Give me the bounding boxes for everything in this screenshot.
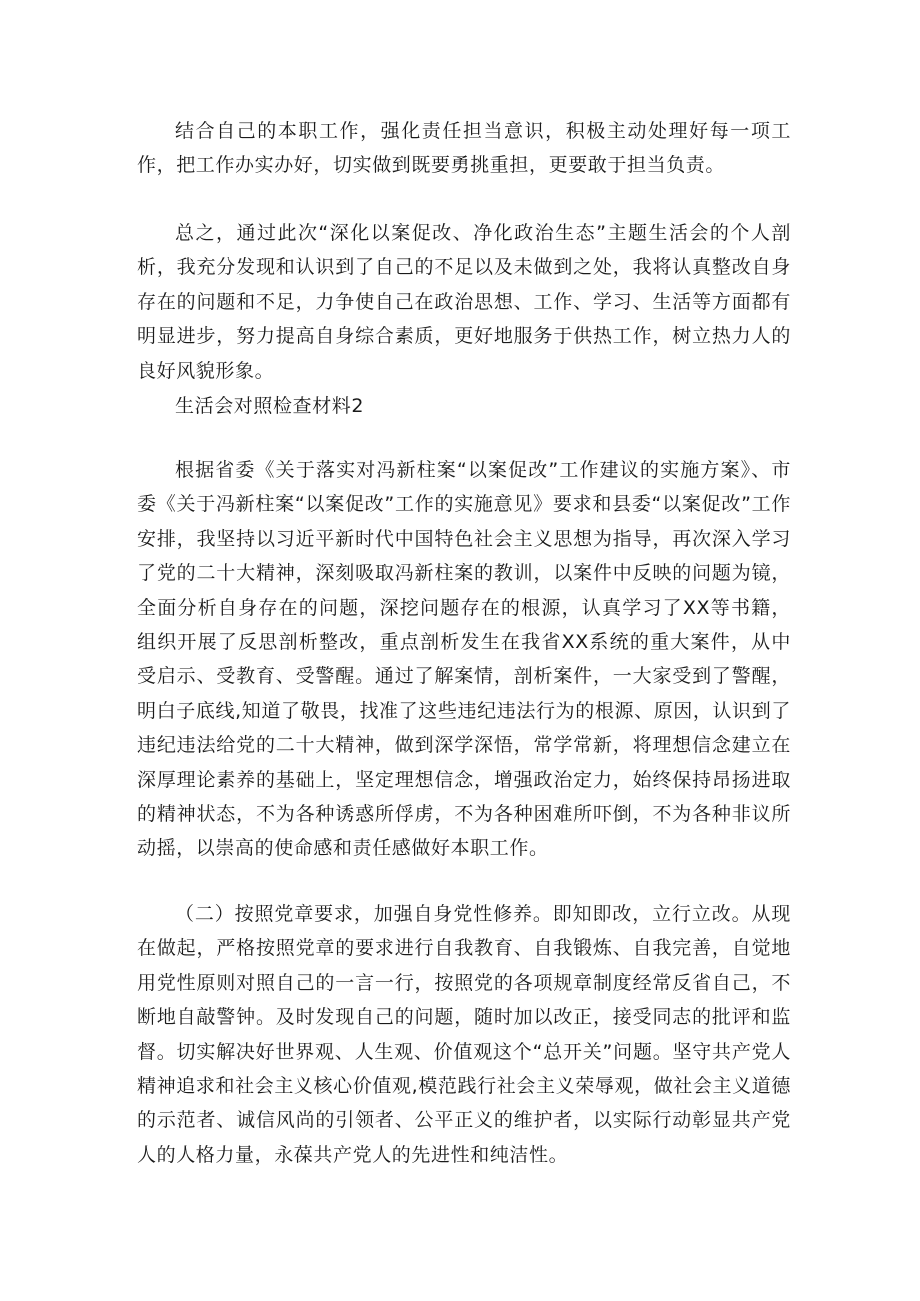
paragraph-party-discipline: （二）按照党章要求，加强自身党性修养。即知即改，立行立改。从现在做起，严格按照党章的要求进行自我教育、自我锻炼、自我完善，自觉地用党性原则对照自己的一言一行，按照党的各项规章制度经常反省自己，不断地自敲警钟。及时发现自己的问题，随时加以改正，接受同志的批评和监督。切实解决好世界观、人生观、价值观这个“总开关”问题。坚守共产党人精神追求和社会主义核心价值观,模范践行社会主义荣辱观，做社会主义道德的示范者、诚信风尚的引领者、公平正义的维护者，以实际行动彰显共产党人的人格力量，永葆共产党人的先进性和纯洁性。 xyxy=(137,903,791,1166)
paragraph-duty: 结合自己的本职工作，强化责任担当意识，积极主动处理好每一项工作，把工作办实办好，切实做到既要勇挑重担，更要敢于担当负责。 xyxy=(137,120,791,177)
section-heading: 生活会对照检查材料2 xyxy=(175,395,365,417)
paragraph-summary: 总之，通过此次“深化以案促改、净化政治生态”主题生活会的个人剖析，我充分发现和认识到了自己的不足以及未做到之处，我将认真整改自身存在的问题和不足，力争使自己在政治思想、工作、学习、生活等方面都有明显进步，努力提高自身综合素质，更好地服务于供热工作，树立热力人的良好风貌形象。 xyxy=(137,222,791,382)
paragraph-case-study: 根据省委《关于落实对冯新柱案“以案促改”工作建议的实施方案》、市委《关于冯新柱案“以案促改”工作的实施意见》要求和县委“以案促改”工作安排，我坚持以习近平新时代中国特色社会主义思想为指导，再次深入学习了党的二十大精神，深刻吸取冯新柱案的教训，以案件中反映的问题为镜，全面分析自身存在的问题，深挖问题存在的根源，认真学习了XX等书籍，组织开展了反思剖析整改，重点剖析发生在我省XX系统的重大案件，从中受启示、受教育、受警醒。通过了解案情，剖析案件，一大家受到了警醒，明白子底线,知道了敬畏，找准了这些违纪违法行为的根源、原因，认识到了违纪违法给党的二十大精神，做到深学深悟，常学常新，将理想信念建立在深厚理论素养的基础上，坚定理想信念，增强政治定力，始终保持昂扬进取的精神状态，不为各种诱惑所俘虏，不为各种困难所吓倒，不为各种非议所动摇，以崇高的使命感和责任感做好本职工作。 xyxy=(137,459,791,860)
